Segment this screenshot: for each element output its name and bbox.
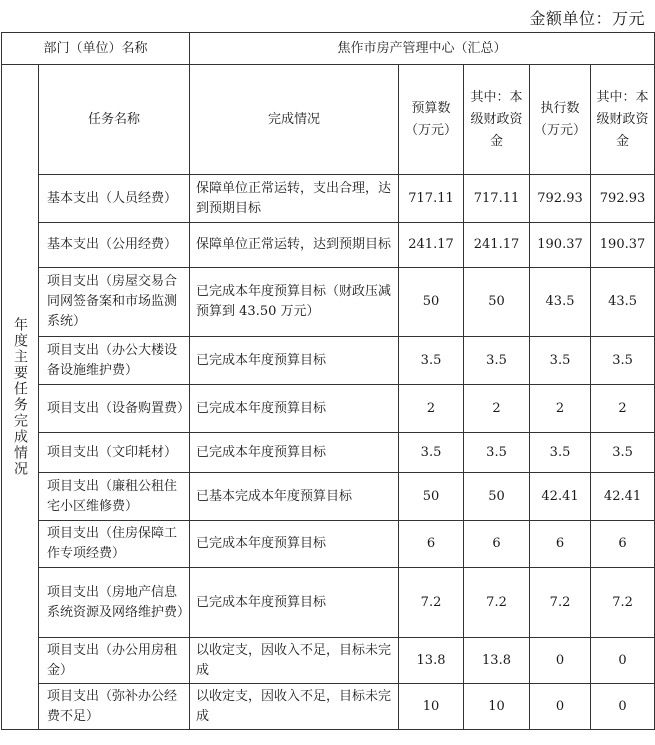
budget-cell: 3.5 (399, 433, 464, 473)
performance-table (1, 32, 655, 730)
completion-cell: 已基本完成本年度预算目标 (190, 473, 399, 521)
executed-fiscal-cell: 3.5 (591, 337, 655, 385)
table-row (2, 433, 655, 473)
task-name-cell: 项目支出（办公用房租金） (39, 638, 190, 684)
budget-cell: 241.17 (399, 223, 464, 268)
completion-cell: 已完成本年度预算目标 (190, 568, 399, 638)
task-name-cell: 项目支出（文印耗材） (39, 433, 190, 473)
budget-cell: 50 (399, 473, 464, 521)
header-task-name: 任务名称 (39, 65, 190, 175)
table-row (2, 684, 655, 730)
header-executed-fiscal: 其中：本级财政资金 (591, 65, 655, 175)
table-row (2, 473, 655, 521)
budget-fiscal-cell: 10 (464, 684, 530, 730)
budget-fiscal-cell: 3.5 (464, 337, 530, 385)
header-executed: 执行数（万元） (530, 65, 591, 175)
executed-cell: 6 (530, 521, 591, 568)
executed-fiscal-cell: 2 (591, 385, 655, 433)
budget-cell: 2 (399, 385, 464, 433)
budget-fiscal-cell: 7.2 (464, 568, 530, 638)
executed-cell: 3.5 (530, 433, 591, 473)
budget-fiscal-cell: 13.8 (464, 638, 530, 684)
table-row (2, 638, 655, 684)
task-name-cell: 项目支出（办公大楼设备设施维护费） (39, 337, 190, 385)
table-row (2, 175, 655, 223)
executed-fiscal-cell: 0 (591, 684, 655, 730)
budget-cell: 50 (399, 268, 464, 337)
completion-cell: 以收定支，因收入不足，目标未完成 (190, 684, 399, 730)
executed-fiscal-cell: 190.37 (591, 223, 655, 268)
annual-tasks-label: 年度主要任务完成情况 (2, 65, 39, 730)
executed-fiscal-cell: 42.41 (591, 473, 655, 521)
table-row (2, 337, 655, 385)
header-completion: 完成情况 (190, 65, 399, 175)
executed-cell: 2 (530, 385, 591, 433)
executed-cell: 43.5 (530, 268, 591, 337)
task-name-cell: 项目支出（弥补办公经费不足） (39, 684, 190, 730)
completion-cell: 以收定支，因收入不足，目标未完成 (190, 638, 399, 684)
budget-cell: 10 (399, 684, 464, 730)
task-name-cell: 项目支出（设备购置费） (39, 385, 190, 433)
budget-cell: 13.8 (399, 638, 464, 684)
budget-cell: 7.2 (399, 568, 464, 638)
table-row (2, 521, 655, 568)
task-name-cell: 项目支出（住房保障工作专项经费） (39, 521, 190, 568)
task-name-cell: 项目支出（房地产信息系统资源及网络维护费） (39, 568, 190, 638)
budget-cell: 3.5 (399, 337, 464, 385)
executed-cell: 3.5 (530, 337, 591, 385)
completion-cell: 已完成本年度预算目标 (190, 337, 399, 385)
budget-fiscal-cell: 50 (464, 268, 530, 337)
executed-fiscal-cell: 6 (591, 521, 655, 568)
completion-cell: 已完成本年度预算目标（财政压减预算到 43.50 万元） (190, 268, 399, 337)
budget-cell: 6 (399, 521, 464, 568)
department-label: 部门（单位）名称 (2, 33, 190, 65)
completion-cell: 已完成本年度预算目标 (190, 433, 399, 473)
budget-cell: 717.11 (399, 175, 464, 223)
department-name: 焦作市房产管理中心（汇总） (190, 33, 655, 65)
budget-fiscal-cell: 50 (464, 473, 530, 521)
completion-cell: 已完成本年度预算目标 (190, 385, 399, 433)
executed-cell: 190.37 (530, 223, 591, 268)
department-row (2, 33, 655, 65)
budget-fiscal-cell: 241.17 (464, 223, 530, 268)
executed-fiscal-cell: 792.93 (591, 175, 655, 223)
table-row (2, 385, 655, 433)
completion-cell: 保障单位正常运转，达到预期目标 (190, 223, 399, 268)
budget-fiscal-cell: 6 (464, 521, 530, 568)
amount-unit-label: 金额单位：万元 (529, 9, 645, 28)
executed-fiscal-cell: 0 (591, 638, 655, 684)
task-name-cell: 基本支出（公用经费） (39, 223, 190, 268)
header-row (2, 65, 655, 175)
task-name-cell: 基本支出（人员经费） (39, 175, 190, 223)
budget-fiscal-cell: 717.11 (464, 175, 530, 223)
executed-cell: 0 (530, 684, 591, 730)
completion-cell: 已完成本年度预算目标 (190, 521, 399, 568)
executed-cell: 7.2 (530, 568, 591, 638)
completion-cell: 保障单位正常运转，支出合理，达到预期目标 (190, 175, 399, 223)
executed-cell: 792.93 (530, 175, 591, 223)
header-budget: 预算数（万元） (399, 65, 464, 175)
executed-fiscal-cell: 7.2 (591, 568, 655, 638)
table-row (2, 223, 655, 268)
executed-cell: 0 (530, 638, 591, 684)
executed-fiscal-cell: 3.5 (591, 433, 655, 473)
executed-fiscal-cell: 43.5 (591, 268, 655, 337)
task-name-cell: 项目支出（房屋交易合同网签备案和市场监测系统） (39, 268, 190, 337)
table-row (2, 268, 655, 337)
executed-cell: 42.41 (530, 473, 591, 521)
table-row (2, 568, 655, 638)
task-name-cell: 项目支出（廉租公租住宅小区维修费） (39, 473, 190, 521)
budget-fiscal-cell: 2 (464, 385, 530, 433)
budget-fiscal-cell: 3.5 (464, 433, 530, 473)
header-budget-fiscal: 其中：本级财政资金 (464, 65, 530, 175)
